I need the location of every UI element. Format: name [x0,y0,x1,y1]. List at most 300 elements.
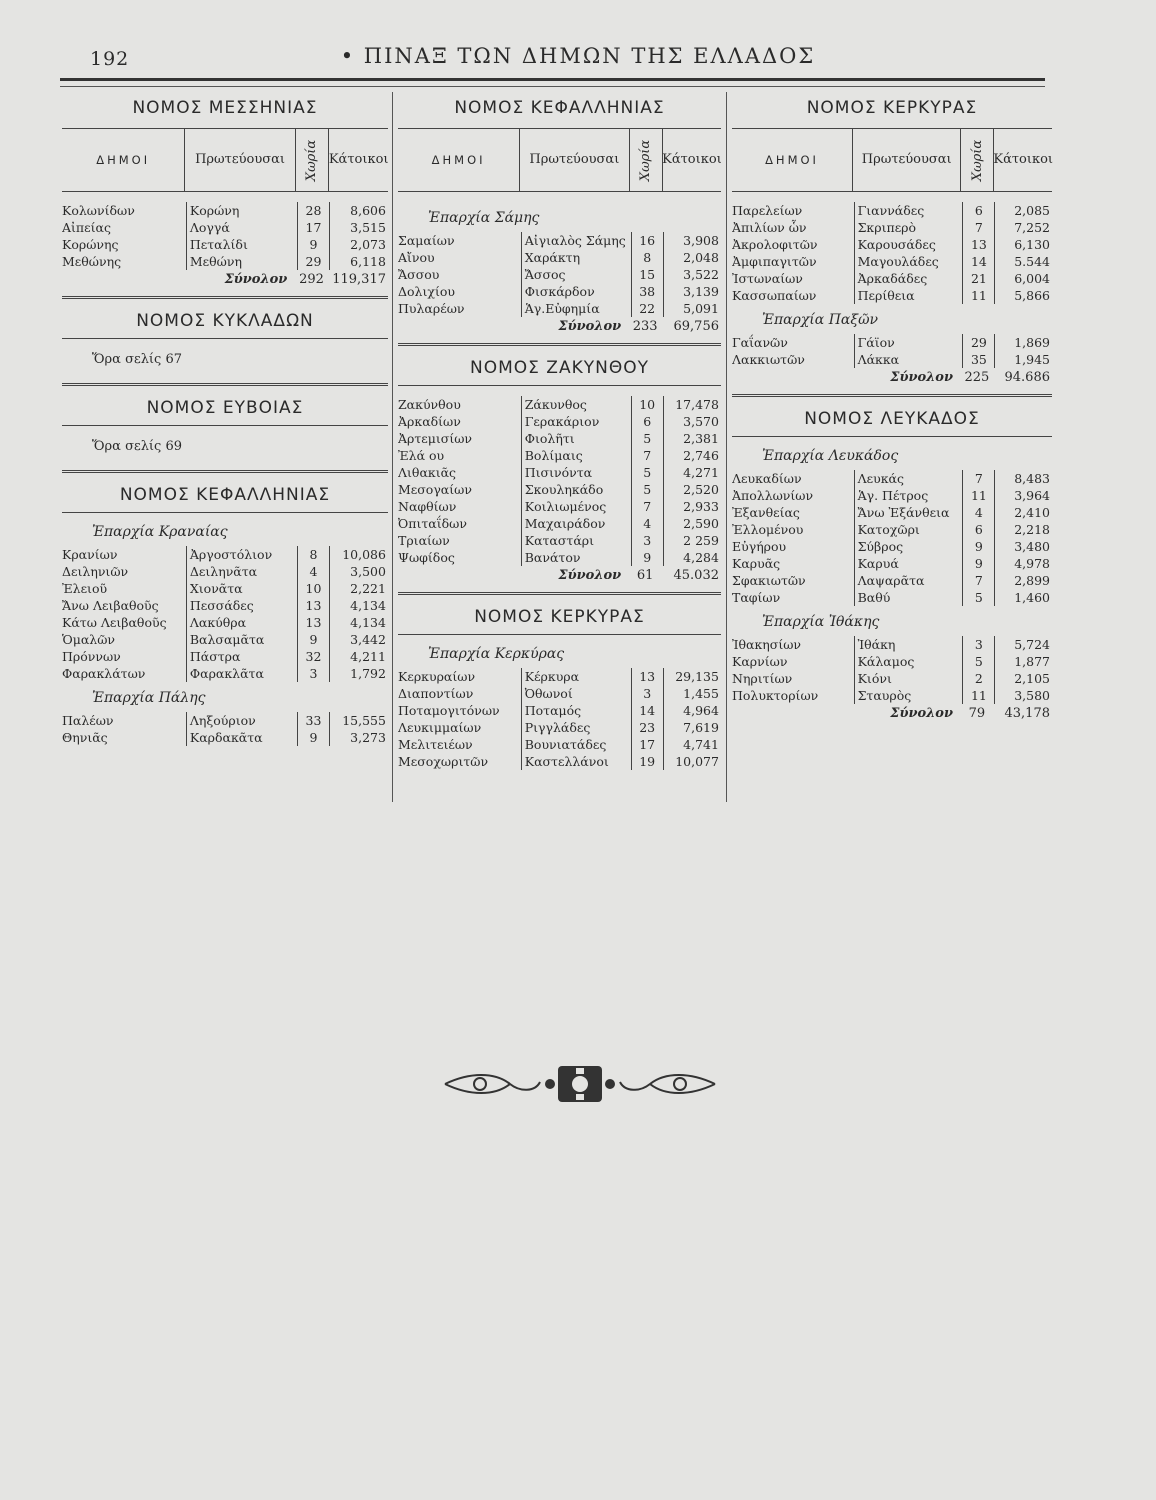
choria-cell: 19 [631,753,663,770]
katoikoi-cell: 3,500 [329,563,388,580]
choria-cell: 3 [297,665,330,682]
choria-cell: 9 [962,538,994,555]
katoikoi-cell: 1,877 [994,653,1052,670]
running-title: • ΠΙΝΑΞ ΤΩΝ ΔΗΜΩΝ ΤΗΣ ΕΛΛΑΔΟΣ [340,44,816,68]
eparchy-title: Ἐπαρχία Κραναίας [92,524,228,540]
katoikoi-cell: 5.544 [994,253,1052,270]
section-rule [62,296,388,299]
katoikoi-cell: 6,004 [994,270,1052,287]
capital-cell: Γιαννάδες [854,202,963,219]
section-rule [398,592,721,595]
table-row [398,685,721,702]
section-rule [62,425,388,426]
demos-cell: Τριαίων [398,533,450,548]
column-divider [726,92,727,802]
demos-cell: Μεσοχωριτῶν [398,754,489,769]
demos-cell: Ἀρτεμισίων [398,431,473,446]
table-row [398,515,721,532]
header-demoi: ΔΗΜΟΙ [96,153,151,167]
demos-cell: Κασσωπαίων [732,288,817,303]
table-row [732,287,1052,304]
katoikoi-cell: 2,218 [994,521,1052,538]
choria-cell: 4 [962,504,994,521]
katoikoi-cell: 3,522 [663,266,721,283]
nomos-title: ΝΟΜΟΣ ΚΕΡΚΥΡΑΣ [474,607,645,627]
total-katoikoi: 45.032 [673,568,719,583]
table-row [62,614,388,631]
choria-cell: 3 [631,532,663,549]
demos-cell: Ὁμαλῶν [62,632,116,647]
capital-cell: Κάλαμος [854,653,963,670]
demos-cell: Ἰθακησίων [732,637,802,652]
capital-cell: Ριγγλάδες [521,719,631,736]
capital-cell: Ζάκυνθος [521,396,631,413]
demos-cell: Ἀπιλίων ὧν [732,220,807,235]
table-row [732,487,1052,504]
table-body [398,232,721,317]
demos-cell: Φαρακλάτων [62,666,146,681]
table-row [398,668,721,685]
choria-cell: 11 [962,487,994,504]
nomos-title: ΝΟΜΟΣ ΜΕΣΣΗΝΙΑΣ [132,98,318,118]
table-body [398,668,721,770]
section-rule [398,343,721,346]
demos-cell: Δολιχίου [398,284,455,299]
choria-cell: 9 [962,555,994,572]
choria-cell: 23 [631,719,663,736]
capital-cell: Ληξούριον [186,712,297,729]
table-row [732,521,1052,538]
demos-cell: Παρελείων [732,203,803,218]
table-row [732,351,1052,368]
column-2 [398,92,721,770]
demos-cell: Κορώνης [62,237,119,252]
capital-cell: Ἀργοστόλιον [186,546,297,563]
demos-cell: Ἐξανθείας [732,505,800,520]
demos-cell: Κερκυραίων [398,669,476,684]
capital-cell: Λογγά [186,219,297,236]
table-row [398,736,721,753]
demos-cell: Νηριτίων [732,671,793,686]
katoikoi-cell: 5,091 [663,300,721,317]
total-row [732,368,1052,388]
demos-cell: Ἀμφιπαγιτῶν [732,254,817,269]
total-label: Σύνολον [224,272,288,287]
choria-cell: 2 [962,670,994,687]
table-body [398,396,721,566]
choria-cell: 33 [297,712,330,729]
choria-cell: 5 [631,481,663,498]
choria-cell: 35 [962,351,994,368]
capital-cell: Καρουσάδες [854,236,963,253]
page-number: 192 [90,48,130,70]
choria-cell: 32 [297,648,330,665]
section-rule [732,436,1052,437]
capital-cell: Φιολῆτι [521,430,631,447]
katoikoi-cell: 2,073 [329,236,388,253]
capital-cell: Κατοχῶρι [854,521,963,538]
demos-cell: Ταφίων [732,590,781,605]
demos-cell: Αἰπείας [62,220,111,235]
capital-cell: Μαγουλάδες [854,253,963,270]
eparchy-title: Ἐπαρχία Παξῶν [762,312,879,328]
choria-cell: 22 [631,300,663,317]
capital-cell: Δειληνᾶτα [186,563,297,580]
nomos-title: ΝΟΜΟΣ ΚΕΡΚΥΡΑΣ [806,98,978,118]
capital-cell: Κορώνη [186,202,297,219]
demos-cell: Αἴνου [398,250,435,265]
choria-cell: 4 [297,563,330,580]
demos-cell: Μελιτειέων [398,737,473,752]
capital-cell: Ἄσσος [521,266,631,283]
choria-cell: 28 [297,202,330,219]
column-divider [392,92,393,802]
header-choria: Χωρία [960,129,993,191]
katoikoi-cell: 4,284 [663,549,721,566]
choria-cell: 8 [297,546,330,563]
capital-cell: Καρδακᾶτα [186,729,297,746]
header-katoikoi: Κάτοικοι [662,129,721,191]
nomos-title: ΝΟΜΟΣ ΚΕΦΑΛΛΗΝΙΑΣ [454,98,665,118]
katoikoi-cell: 4,978 [994,555,1052,572]
katoikoi-cell: 17,478 [663,396,721,413]
choria-cell: 3 [631,685,663,702]
table-row [62,597,388,614]
choria-cell: 14 [962,253,994,270]
choria-cell: 6 [962,202,994,219]
nomos-title: ΝΟΜΟΣ ΚΕΦΑΛΛΗΝΙΑΣ [119,485,331,505]
choria-cell: 17 [297,219,330,236]
table-row [732,470,1052,487]
katoikoi-cell: 2,746 [663,447,721,464]
table-row [62,712,388,729]
table-header [732,128,1052,192]
demos-cell: Ἄσσου [398,267,440,282]
table-body [62,712,388,746]
katoikoi-cell: 29,135 [663,668,721,685]
choria-cell: 16 [631,232,663,249]
demos-cell: Ἐλλομένου [732,522,804,537]
table-body [732,636,1052,704]
demos-cell: Γαΐανῶν [732,335,788,350]
capital-cell: Χαράκτη [521,249,631,266]
table-row [62,580,388,597]
demos-cell: Ἀπολλωνίων [732,488,814,503]
katoikoi-cell: 2,590 [663,515,721,532]
demos-cell: Μεσογαίων [398,482,472,497]
column-1 [62,92,388,746]
demos-cell: Λακκιωτῶν [732,352,805,367]
total-label: Σύνολον [558,568,622,583]
eparchy-title: Ἐπαρχία Ἰθάκης [762,614,880,630]
katoikoi-cell: 1,945 [994,351,1052,368]
table-row [732,670,1052,687]
ornament-icon [440,1062,720,1106]
choria-cell: 9 [297,236,330,253]
katoikoi-cell: 2 259 [663,532,721,549]
table-row [398,702,721,719]
total-choria: 225 [964,370,990,385]
header-katoikoi: Κάτοικοι [328,129,388,191]
choria-cell: 10 [631,396,663,413]
total-row [732,704,1052,724]
table-row [732,538,1052,555]
capital-cell: Χιονᾶτα [186,580,297,597]
section-rule [62,470,388,473]
table-row [62,648,388,665]
katoikoi-cell: 5,724 [994,636,1052,653]
capital-cell: Κιόνι [854,670,963,687]
total-katoikoi: 94.686 [1004,370,1050,385]
katoikoi-cell: 3,139 [663,283,721,300]
choria-cell: 14 [631,702,663,719]
demos-cell: Ἰστωναίων [732,271,803,286]
column-3 [732,92,1052,724]
choria-cell: 13 [631,668,663,685]
choria-cell: 6 [631,413,663,430]
section-rule [398,634,721,635]
katoikoi-cell: 5,866 [994,287,1052,304]
table-row [732,253,1052,270]
total-choria: 79 [968,706,986,721]
table-row [398,753,721,770]
table-row [62,729,388,746]
katoikoi-cell: 3,515 [329,219,388,236]
demos-cell: Λευκαδίων [732,471,802,486]
choria-cell: 5 [631,430,663,447]
demos-cell: Καρυᾶς [732,556,781,571]
section-rule [398,385,721,386]
total-row [398,566,721,586]
nomos-title: ΝΟΜΟΣ ΛΕΥΚΑΔΟΣ [804,409,980,429]
capital-cell: Λαψαρᾶτα [854,572,963,589]
total-katoikoi: 69,756 [673,319,719,334]
capital-cell: Ὀθωνοί [521,685,631,702]
header-proteuousai: Πρωτεύουσαι [184,129,294,191]
table-row [62,219,388,236]
total-label: Σύνολον [558,319,622,334]
eparchy-title: Ἐπαρχία Λευκάδος [762,448,899,464]
katoikoi-cell: 6,118 [329,253,388,270]
demos-cell: Δειληνιῶν [62,564,129,579]
table-row [398,300,721,317]
demos-cell: Θηνιᾶς [62,730,108,745]
katoikoi-cell: 1,792 [329,665,388,682]
table-row [62,563,388,580]
capital-cell: Βανάτον [521,549,631,566]
choria-cell: 5 [631,464,663,481]
choria-cell: 11 [962,687,994,704]
header-proteuousai: Πρωτεύουσαι [852,129,960,191]
capital-cell: Λακύθρα [186,614,297,631]
table-row [732,270,1052,287]
capital-cell: Σκριπερὸ [854,219,963,236]
capital-cell: Πισινόντα [521,464,631,481]
capital-cell: Ποταμός [521,702,631,719]
choria-cell: 7 [962,572,994,589]
table-row [62,236,388,253]
katoikoi-cell: 3,273 [329,729,388,746]
table-row [732,202,1052,219]
table-header [62,128,388,192]
demos-cell: Καρνίων [732,654,788,669]
capital-cell: Κοιλιωμένος [521,498,631,515]
table-row [398,232,721,249]
demos-cell: Ναφθίων [398,499,457,514]
capital-cell: Αἰγιαλὸς Σάμης [521,232,631,249]
capital-cell: Σύβρος [854,538,963,555]
choria-cell: 3 [962,636,994,653]
table-row [398,447,721,464]
capital-cell: Ἰθάκη [854,636,963,653]
capital-cell: Πεσσάδες [186,597,297,614]
eparchy-title: Ἐπαρχία Πάλης [92,690,206,706]
katoikoi-cell: 2,933 [663,498,721,515]
capital-cell: Σταυρὸς [854,687,963,704]
katoikoi-cell: 4,211 [329,648,388,665]
demos-cell: Ἀκρολοφιτῶν [732,237,818,252]
capital-cell: Γάϊον [854,334,963,351]
page-header [60,40,1096,80]
capital-cell: Λευκάς [854,470,963,487]
demos-cell: Κρανίων [62,547,118,562]
katoikoi-cell: 10,077 [663,753,721,770]
demos-cell: Ἄνω Λειβαθοῦς [62,598,159,613]
total-choria: 292 [299,272,324,287]
table-row [732,555,1052,572]
total-katoikoi: 43,178 [1004,706,1050,721]
choria-cell: 21 [962,270,994,287]
capital-cell: Φισκάρδον [521,283,631,300]
katoikoi-cell: 4,271 [663,464,721,481]
katoikoi-cell: 7,252 [994,219,1052,236]
katoikoi-cell: 1,869 [994,334,1052,351]
page-reference: Ὅρα σελίς 69 [92,439,182,454]
demos-cell: Λευκιμμαίων [398,720,482,735]
eparchy-title: Ἐπαρχία Κερκύρας [428,646,565,662]
katoikoi-cell: 10,086 [329,546,388,563]
katoikoi-cell: 3,480 [994,538,1052,555]
choria-cell: 5 [962,589,994,606]
choria-cell: 7 [631,498,663,515]
capital-cell: Κέρκυρα [521,668,631,685]
katoikoi-cell: 15,555 [329,712,388,729]
table-row [62,253,388,270]
total-choria: 61 [636,568,654,583]
demos-cell: Λιθακιᾶς [398,465,457,480]
capital-cell: Μαχαιράδον [521,515,631,532]
choria-cell: 29 [297,253,330,270]
table-row [732,653,1052,670]
table-row [398,266,721,283]
capital-cell: Πάστρα [186,648,297,665]
total-row [62,270,388,290]
table-row [398,549,721,566]
table-row [732,219,1052,236]
katoikoi-cell: 8,606 [329,202,388,219]
demos-cell: Κάτω Λειβαθοῦς [62,615,167,630]
choria-cell: 9 [297,729,330,746]
katoikoi-cell: 7,619 [663,719,721,736]
katoikoi-cell: 4,741 [663,736,721,753]
katoikoi-cell: 1,460 [994,589,1052,606]
katoikoi-cell: 2,899 [994,572,1052,589]
section-rule [732,394,1052,397]
table-row [62,546,388,563]
choria-cell: 38 [631,283,663,300]
capital-cell: Περίθεια [854,287,963,304]
katoikoi-cell: 2,381 [663,430,721,447]
table-body [732,334,1052,368]
table-row [732,334,1052,351]
katoikoi-cell: 1,455 [663,685,721,702]
katoikoi-cell: 2,221 [329,580,388,597]
choria-cell: 6 [962,521,994,538]
demos-cell: Ἐλά ου [398,448,445,463]
choria-cell: 13 [962,236,994,253]
table-row [732,236,1052,253]
table-row [398,719,721,736]
katoikoi-cell: 8,483 [994,470,1052,487]
katoikoi-cell: 3,442 [329,631,388,648]
katoikoi-cell: 4,134 [329,614,388,631]
table-row [732,572,1052,589]
table-row [62,202,388,219]
choria-cell: 5 [962,653,994,670]
demos-cell: Μεθώνης [62,254,122,269]
choria-cell: 11 [962,287,994,304]
demos-cell: Ἐλειοῦ [62,581,108,596]
choria-cell: 7 [962,219,994,236]
capital-cell: Φαρακλᾶτα [186,665,297,682]
choria-cell: 7 [962,470,994,487]
header-demoi: ΔΗΜΟΙ [431,153,486,167]
capital-cell: Βαλσαμᾶτα [186,631,297,648]
table-row [398,413,721,430]
katoikoi-cell: 3,570 [663,413,721,430]
capital-cell: Βουνιατάδες [521,736,631,753]
katoikoi-cell: 4,964 [663,702,721,719]
section-rule [62,383,388,386]
total-label: Σύνολον [890,370,953,385]
table-row [398,283,721,300]
capital-cell: Ἁγ.Εὐφημία [521,300,631,317]
katoikoi-cell: 2,105 [994,670,1052,687]
demos-cell: Ποταμογιτόνων [398,703,500,718]
total-row [398,317,721,337]
demos-cell: Πυλαρέων [398,301,465,316]
katoikoi-cell: 3,908 [663,232,721,249]
capital-cell: Καταστάρι [521,532,631,549]
choria-cell: 10 [297,580,330,597]
demos-cell: Ψωφίδος [398,550,455,565]
choria-cell: 13 [297,597,330,614]
demos-cell: Σφακιωτῶν [732,573,806,588]
table-row [398,430,721,447]
demos-cell: Κολωνίδων [62,203,135,218]
table-header [398,128,721,192]
header-rule-thin [60,86,1045,87]
header-proteuousai: Πρωτεύουσαι [519,129,628,191]
demos-cell: Πρόννων [62,649,121,664]
nomos-title: ΝΟΜΟΣ ΖΑΚΥΝΘΟΥ [470,358,649,378]
choria-cell: 29 [962,334,994,351]
katoikoi-cell: 3,964 [994,487,1052,504]
table-row [398,532,721,549]
katoikoi-cell: 6,130 [994,236,1052,253]
choria-cell: 15 [631,266,663,283]
capital-cell: Καστελλάνοι [521,753,631,770]
